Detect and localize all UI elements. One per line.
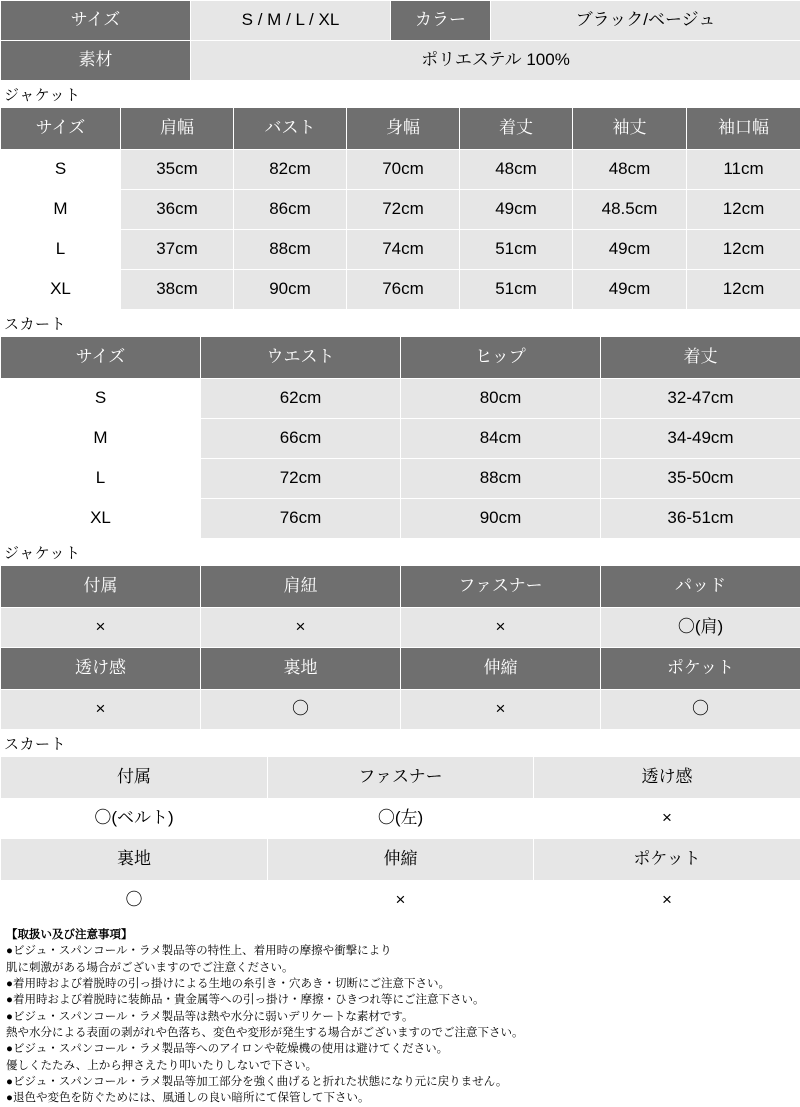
note-line: ●ビジュ・スパンコール・ラメ製品等へのアイロンや乾燥機の使用は避けてください。 — [6, 1041, 794, 1057]
care-notes — [0, 921, 800, 1107]
th-sheerness: 透け感 — [534, 757, 800, 799]
cell: × — [401, 690, 601, 730]
th-sleeve: 袖丈 — [573, 108, 687, 150]
cell: M — [1, 419, 201, 459]
cell: 72cm — [201, 459, 401, 499]
cell: 11cm — [687, 150, 800, 190]
th-size: サイズ — [1, 108, 121, 150]
cell: 49cm — [573, 230, 687, 270]
th-bust: バスト — [234, 108, 347, 150]
cell: 〇 — [201, 690, 401, 730]
cell: 〇(ベルト) — [1, 799, 268, 839]
table-header-row — [1, 757, 800, 799]
cell: × — [1, 608, 201, 648]
th-accessory: 付属 — [1, 566, 201, 608]
th-stretch: 伸縮 — [268, 839, 534, 881]
th-pad: パッド — [601, 566, 800, 608]
cell: 35-50cm — [601, 459, 800, 499]
table-row — [1, 41, 800, 81]
table-row — [1, 608, 800, 648]
th-stretch: 伸縮 — [401, 648, 601, 690]
cell: × — [534, 881, 800, 921]
cell: XL — [1, 499, 201, 539]
cell: L — [1, 459, 201, 499]
cell: 37cm — [121, 230, 234, 270]
th-zipper: ファスナー — [268, 757, 534, 799]
spec-size-value: S / M / L / XL — [191, 1, 391, 41]
table-header-row — [1, 108, 800, 150]
skirt-size-table — [0, 336, 800, 539]
th-hip: ヒップ — [401, 337, 601, 379]
cell: L — [1, 230, 121, 270]
cell: 49cm — [460, 190, 573, 230]
cell: 49cm — [573, 270, 687, 310]
th-length: 着丈 — [460, 108, 573, 150]
cell: 48cm — [460, 150, 573, 190]
cell: × — [268, 881, 534, 921]
cell: 36cm — [121, 190, 234, 230]
cell: 88cm — [234, 230, 347, 270]
table-row — [1, 419, 800, 459]
th-pocket: ポケット — [601, 648, 800, 690]
section-label-jacket-size: ジャケット — [0, 81, 800, 107]
note-line: 優しくたたみ、上から押さえたり叩いたりしないで下さい。 — [6, 1058, 794, 1074]
skirt-detail-table — [0, 756, 800, 921]
note-line: ●ビジュ・スパンコール・ラメ製品等の特性上、着用時の摩擦や衝撃により — [6, 943, 794, 959]
table-header-row — [1, 337, 800, 379]
cell: 90cm — [234, 270, 347, 310]
cell: 72cm — [347, 190, 460, 230]
spec-color-label: カラー — [391, 1, 491, 41]
cell: 12cm — [687, 270, 800, 310]
cell: 82cm — [234, 150, 347, 190]
cell: 〇(左) — [268, 799, 534, 839]
th-lining: 裏地 — [1, 839, 268, 881]
cell: × — [401, 608, 601, 648]
spec-size-label: サイズ — [1, 1, 191, 41]
cell: S — [1, 379, 201, 419]
cell: 〇 — [1, 881, 268, 921]
cell: 51cm — [460, 230, 573, 270]
table-row — [1, 881, 800, 921]
cell: 51cm — [460, 270, 573, 310]
cell: × — [201, 608, 401, 648]
section-label-skirt-detail: スカート — [0, 730, 800, 756]
cell: 84cm — [401, 419, 601, 459]
cell: 48.5cm — [573, 190, 687, 230]
table-row — [1, 379, 800, 419]
th-lining: 裏地 — [201, 648, 401, 690]
cell: 32-47cm — [601, 379, 800, 419]
cell: 〇(肩) — [601, 608, 800, 648]
cell: 〇 — [601, 690, 800, 730]
cell: 76cm — [347, 270, 460, 310]
cell: 38cm — [121, 270, 234, 310]
cell: 36-51cm — [601, 499, 800, 539]
note-line: 肌に刺激がある場合がございますのでご注意ください。 — [6, 960, 794, 976]
cell: XL — [1, 270, 121, 310]
note-line: ●着用時および着脱時の引っ掛けによる生地の糸引き・穴あき・切断にご注意下さい。 — [6, 976, 794, 992]
section-label-skirt-size: スカート — [0, 310, 800, 336]
th-cuff: 袖口幅 — [687, 108, 800, 150]
table-header-row — [1, 648, 800, 690]
cell: 12cm — [687, 190, 800, 230]
cell: 70cm — [347, 150, 460, 190]
th-pocket: ポケット — [534, 839, 800, 881]
note-line: ●ビジュ・スパンコール・ラメ製品等加工部分を強く曲げると折れた状態になり元に戻りません。 — [6, 1074, 794, 1090]
cell: 34-49cm — [601, 419, 800, 459]
note-line: ●ビジュ・スパンコール・ラメ製品等は熱や水分に弱いデリケートな素材です。 — [6, 1009, 794, 1025]
th-size: サイズ — [1, 337, 201, 379]
cell: 66cm — [201, 419, 401, 459]
cell: 90cm — [401, 499, 601, 539]
note-line: ●退色や変色を防ぐためには、風通しの良い暗所にて保管して下さい。 — [6, 1090, 794, 1106]
th-strap: 肩紐 — [201, 566, 401, 608]
table-row — [1, 690, 800, 730]
table-row — [1, 1, 800, 41]
table-row — [1, 499, 800, 539]
jacket-detail-table — [0, 565, 800, 730]
jacket-size-table — [0, 107, 800, 310]
th-shoulder: 肩幅 — [121, 108, 234, 150]
th-sheerness: 透け感 — [1, 648, 201, 690]
cell: S — [1, 150, 121, 190]
spec-material-label: 素材 — [1, 41, 191, 81]
table-row — [1, 270, 800, 310]
th-width: 身幅 — [347, 108, 460, 150]
table-row — [1, 150, 800, 190]
note-line: 熱や水分による表面の剥がれや色落ち、変色や変形が発生する場合がございますのでご注意下さい。 — [6, 1025, 794, 1041]
table-header-row — [1, 839, 800, 881]
cell: 62cm — [201, 379, 401, 419]
th-accessory: 付属 — [1, 757, 268, 799]
cell: 12cm — [687, 230, 800, 270]
table-header-row — [1, 566, 800, 608]
spec-color-value: ブラック/ベージュ — [491, 1, 800, 41]
th-waist: ウエスト — [201, 337, 401, 379]
cell: M — [1, 190, 121, 230]
cell: 48cm — [573, 150, 687, 190]
cell: 86cm — [234, 190, 347, 230]
cell: 74cm — [347, 230, 460, 270]
table-row — [1, 459, 800, 499]
th-length: 着丈 — [601, 337, 800, 379]
table-row — [1, 190, 800, 230]
cell: × — [534, 799, 800, 839]
cell: 76cm — [201, 499, 401, 539]
cell: × — [1, 690, 201, 730]
table-row — [1, 799, 800, 839]
table-row — [1, 230, 800, 270]
th-zipper: ファスナー — [401, 566, 601, 608]
note-line: ●着用時および着脱時に装飾品・貴金属等への引っ掛け・摩擦・ひきつれ等にご注意下さい。 — [6, 992, 794, 1008]
spec-top-table — [0, 0, 800, 81]
notes-title: 【取扱い及び注意事項】 — [6, 927, 794, 943]
cell: 35cm — [121, 150, 234, 190]
spec-material-value: ポリエステル 100% — [191, 41, 800, 81]
cell: 88cm — [401, 459, 601, 499]
cell: 80cm — [401, 379, 601, 419]
section-label-jacket-detail: ジャケット — [0, 539, 800, 565]
